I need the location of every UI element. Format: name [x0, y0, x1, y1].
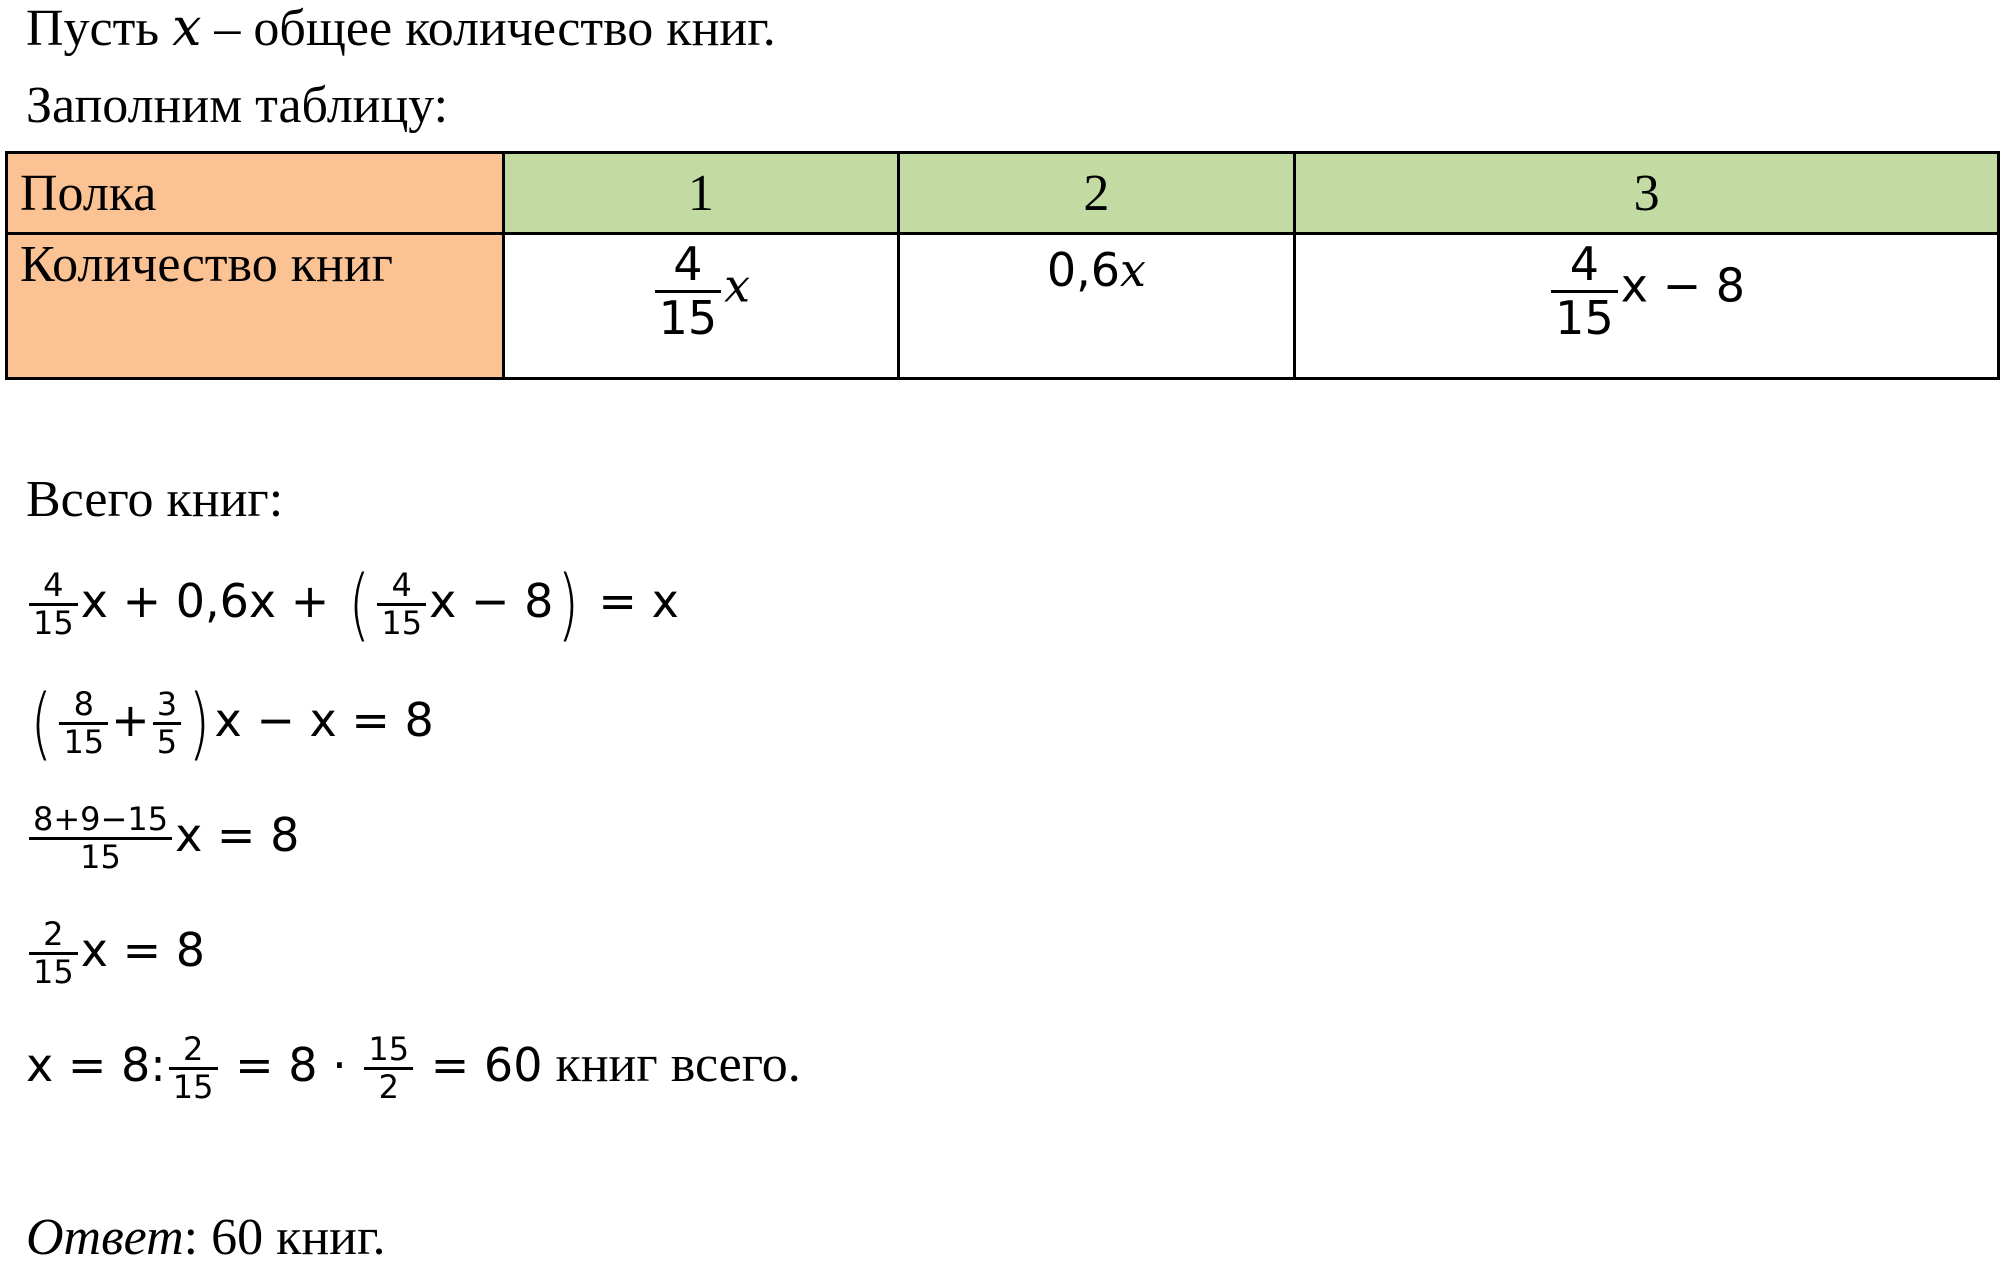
- shelf-cell: 3: [1295, 153, 1999, 234]
- fraction: $\frac{4}{15}$: [1551, 239, 1618, 343]
- books-table: [5, 151, 2000, 380]
- intro-line: [26, 0, 776, 59]
- intro-text-end: – общее количество книг.: [201, 0, 776, 57]
- equation-5: x = 8: $\frac{2}{15}$ = 8 · $\frac{15}{2}$ = 60 книг всего.: [26, 1030, 801, 1107]
- row2-header: Количество книг: [7, 234, 504, 379]
- row1-header: Полка: [7, 153, 504, 234]
- equation-1: $\frac{4}{15}$ x + 0,6x + ( $\frac{4}{15}$ x − 8) = x: [26, 568, 679, 641]
- table-row: [7, 153, 1999, 234]
- count-cell-1: $\frac{4}{15}$ x: [504, 234, 899, 379]
- count-cell-3: $\frac{4}{15}$ x − 8: [1295, 234, 1999, 379]
- answer-line: [26, 1208, 385, 1268]
- equation-3: $\frac{8+9-15}{15}$ x = 8: [26, 802, 299, 875]
- fill-table-label: Заполним таблицу:: [26, 77, 449, 134]
- table-row: [7, 234, 1999, 379]
- equation-4: $\frac{2}{15}$ x = 8: [26, 917, 205, 990]
- equation-2: ( $\frac{8}{15}$ + $\frac{3}{5}$ )x − x = 8: [30, 678, 434, 769]
- intro-text-start: Пусть: [26, 0, 173, 57]
- fraction: $\frac{4}{15}$: [655, 239, 722, 343]
- count-cell-2: 0,6x: [898, 234, 1295, 379]
- intro-variable: x: [172, 0, 202, 58]
- total-label: Всего книг:: [26, 471, 284, 528]
- answer-label: Ответ: [26, 1209, 184, 1266]
- shelf-cell: 2: [898, 153, 1295, 234]
- answer-text: : 60 книг.: [183, 1209, 386, 1266]
- shelf-cell: 1: [504, 153, 899, 234]
